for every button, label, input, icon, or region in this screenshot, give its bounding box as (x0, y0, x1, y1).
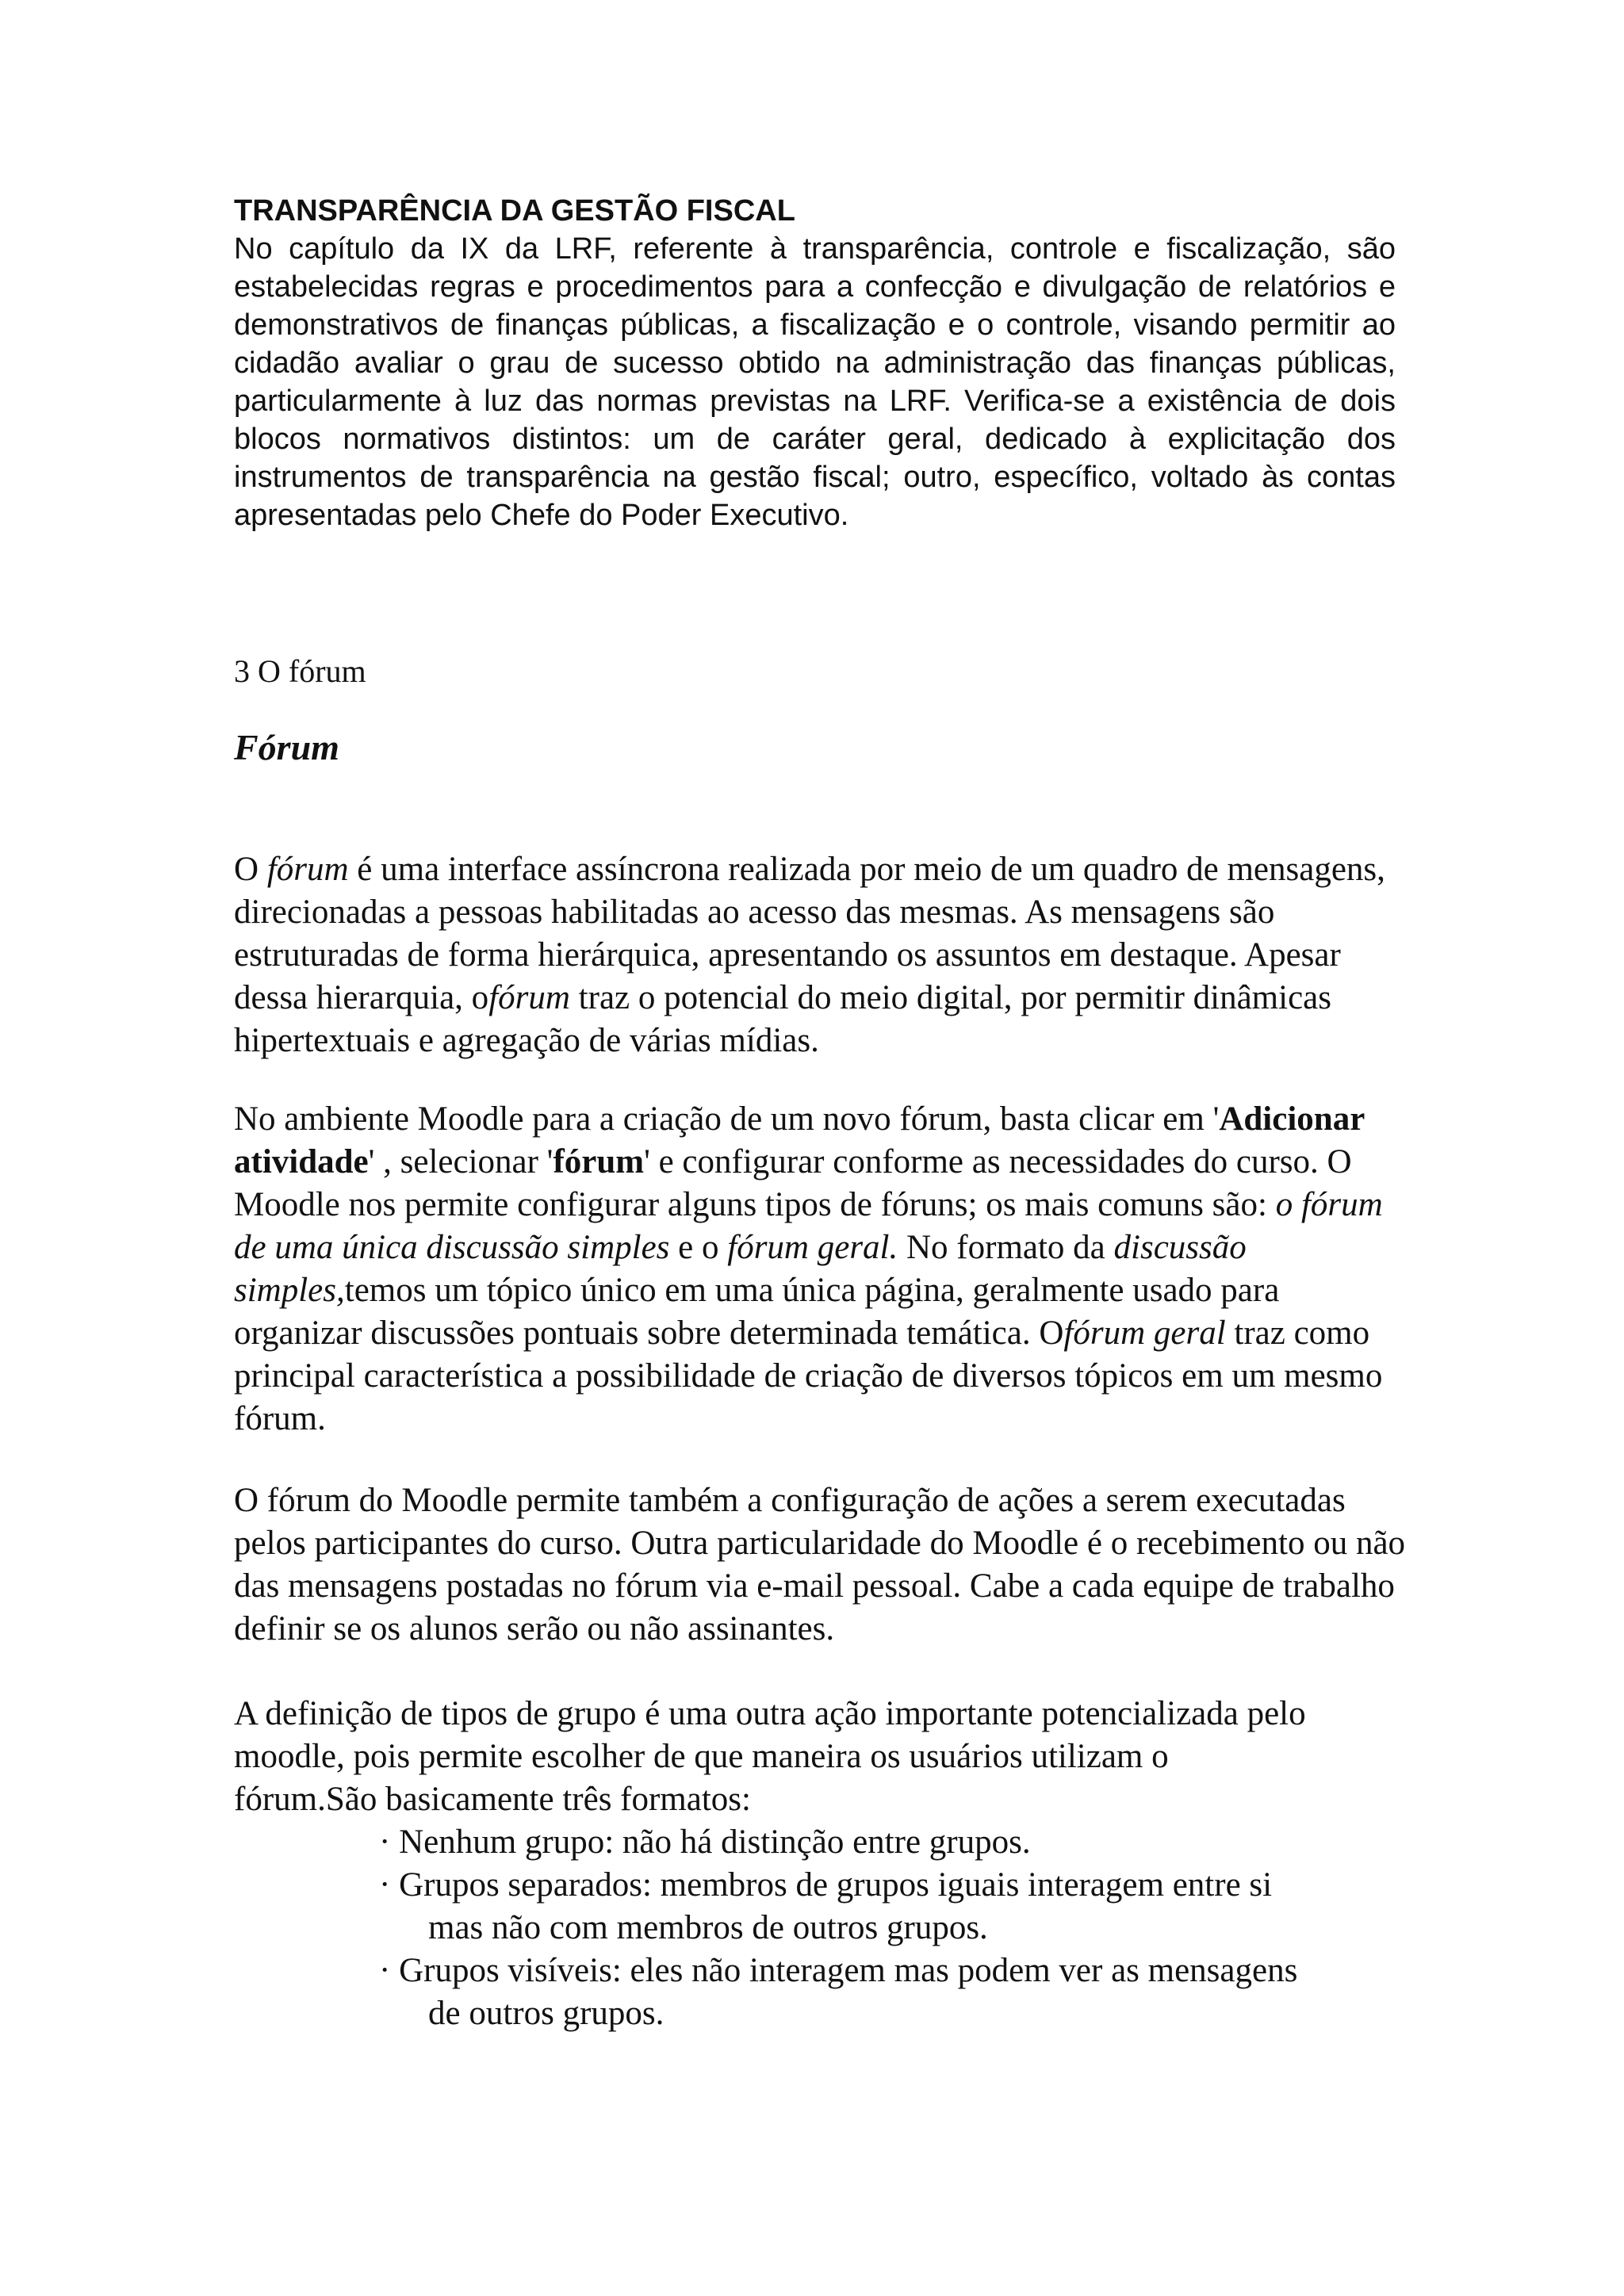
list-item-text: · Grupos visíveis: eles não interagem mas podem ver as mensagens (379, 1952, 1298, 1989)
paragraph-4-line: moodle, pois permite escolher de que maneira os usuários utilizam o (234, 1738, 1169, 1775)
forum-paragraph-2: No ambiente Moodle para a criação de um novo fórum, basta clicar em 'Adicionar atividade' , selecionar 'fórum' e configurar conforme as necessidades do curso. O Moodle nos permite configurar alguns tipos de fóruns; os mais comuns são: o fórum de uma única discussão simples e o fórum geral. No formato da discussão simples,temos um tópico único em uma única página, geralmente usado para organizar discussões pontuais sobre determinada temática. Ofórum geral traz como principal característica a possibilidade de criação de diversos tópicos em um mesmo fórum. (234, 1100, 1383, 1437)
fiscal-transparency-section (234, 192, 1396, 534)
list-item (379, 1950, 1410, 2035)
forum-heading: Fórum (234, 727, 339, 767)
list-item-continuation: mas não com membros de outros grupos. (428, 1909, 988, 1946)
list-item-text: · Grupos separados: membros de grupos iguais interagem entre si (379, 1866, 1273, 1904)
forum-paragraph-1: O fórum é uma interface assíncrona realizada por meio de um quadro de mensagens, direcionadas a pessoas habilitadas ao acesso das mesmas. As mensagens são estruturadas de forma hierárquica, apresentando os assuntos em destaque. Apesar dessa hierarquia, ofórum traz o potencial do meio digital, por permitir dinâmicas hipertextuais e agregação de várias mídias. (234, 851, 1385, 1059)
list-item-continuation: de outros grupos. (428, 1995, 665, 2032)
fiscal-transparency-paragraph: No capítulo da IX da LRF, referente à transparência, controle e fiscalização, são estabelecidas regras e procedimentos para a confecção e divulgação de relatórios e demonstrativos de finanças públicas, a fiscalização e o controle, visando permitir ao cidadão avaliar o grau de sucesso obtido na administração das finanças públicas, particularmente à luz das normas previstas na LRF. Verifica-se a existência de dois blocos normativos distintos: um de caráter geral, dedicado à explicitação dos instrumentos de transparência na gestão fiscal; outro, específico, voltado às contas apresentadas pelo Chefe do Poder Executivo. (234, 232, 1396, 532)
list-item-text: · Nenhum grupo: não há distinção entre grupos. (379, 1823, 1031, 1861)
paragraph-4-line: fórum.São basicamente três formatos: (234, 1781, 751, 1818)
paragraph-4-line: A definição de tipos de grupo é uma outra ação importante potencializada pelo (234, 1695, 1306, 1732)
forum-paragraph-4 (234, 1693, 1423, 1821)
list-item (379, 1821, 1410, 1864)
list-item (379, 1864, 1410, 1950)
section-title: TRANSPARÊNCIA DA GESTÃO FISCAL (234, 194, 795, 228)
section-number-label: 3 O fórum (234, 653, 366, 689)
forum-paragraph-3: O fórum do Moodle permite também a configuração de ações a serem executadas pelos participantes do curso. Outra particularidade do Moodle é o recebimento ou não das mensagens postadas no fórum via e-mail pessoal. Cabe a cada equipe de trabalho definir se os alunos serão ou não assinantes. (234, 1482, 1406, 1647)
